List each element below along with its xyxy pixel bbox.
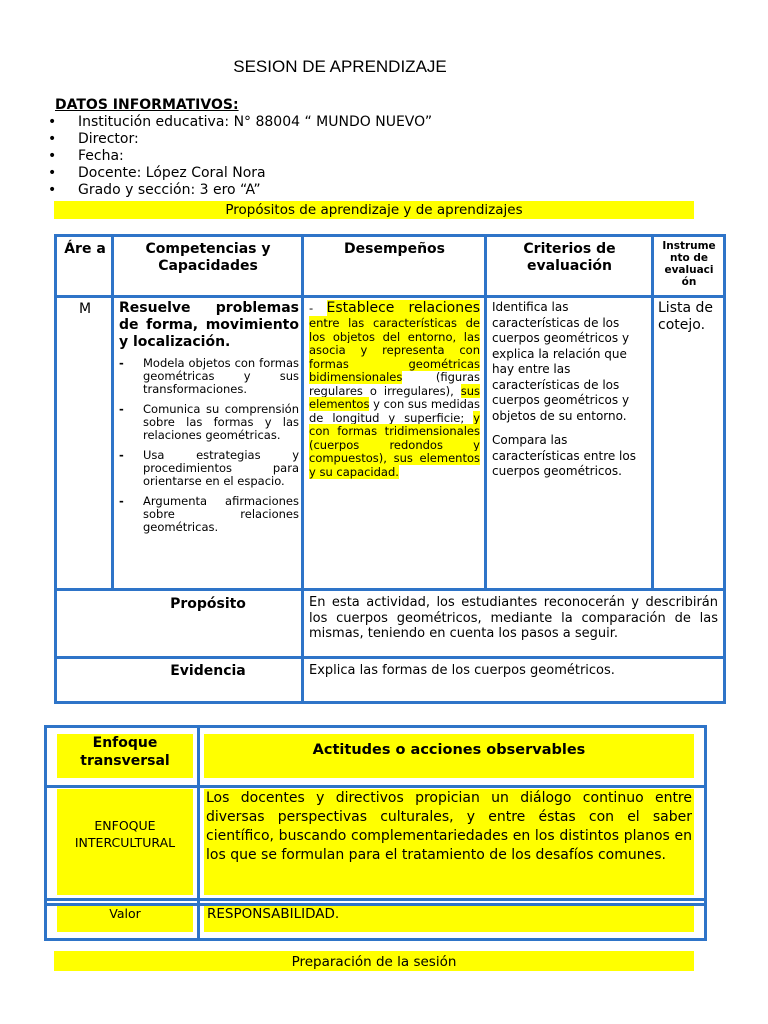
desempeno-highlight: y con formas tridimensionales (cuerpos redondos y compuestos), sus elementos y su capacidad. bbox=[309, 410, 480, 479]
evidencia-text: Explica las formas de los cuerpos geométricos. bbox=[309, 663, 615, 678]
propositos-bar: Propósitos de aprendizaje y de aprendizajes bbox=[54, 201, 694, 219]
list-item: - Comunica su comprensión sobre las formas y las relaciones geométricas. bbox=[119, 403, 299, 442]
enfoque-table bbox=[44, 725, 707, 941]
header-desempenos: Desempeños bbox=[344, 241, 445, 257]
instrumento-value: Lista de cotejo. bbox=[658, 300, 714, 333]
list-item: • Grado y sección: 3 ero “A” bbox=[48, 182, 432, 199]
page-title: SESION DE APRENDIZAJE bbox=[233, 57, 447, 76]
competencia-title: Resuelve problemas de forma, movimiento y localización. bbox=[119, 300, 299, 350]
list-item: - Argumenta afirmaciones sobre relaciones geométricas. bbox=[119, 495, 299, 534]
capacidades-list bbox=[119, 357, 299, 534]
list-item: • Institución educativa: N° 88004 “ MUNDO NUEVO” bbox=[48, 114, 432, 131]
competencia-cell bbox=[119, 300, 299, 541]
valor-label: Valor bbox=[57, 906, 193, 932]
desempeno-highlight: entre las características de los objetos del entorno, las asocia y representa con formas geométricas bidimensionales bbox=[309, 316, 480, 384]
valor-text: RESPONSABILIDAD. bbox=[204, 906, 694, 932]
header-competencias: Competencias y Capacidades bbox=[145, 241, 271, 274]
criterio-text: Compara las características entre los cuerpos geométricos. bbox=[492, 433, 636, 478]
list-item: - Modela objetos con formas geométricas y sus transformaciones. bbox=[119, 357, 299, 396]
header-area: Áre a bbox=[64, 241, 106, 257]
desempeno-text: y con sus medidas de longitud y superficie; bbox=[309, 397, 480, 425]
criterios-cell bbox=[492, 300, 649, 489]
header-enfoque: Enfoque transversal bbox=[57, 734, 193, 778]
desempeno-highlight: sus elementos bbox=[309, 383, 480, 411]
actitud-text: Los docentes y directivos propician un diálogo continuo entre diversas perspectivas culturales, y entre éstas con el saber científico, buscando complementariedades en los distintos planos en los que se formulan para el tratamiento de los desafíos comunes. bbox=[204, 789, 694, 895]
header-criterios: Criterios de evaluación bbox=[523, 241, 616, 274]
desempeno-text: (figuras regulares o irregulares), bbox=[309, 370, 480, 398]
area-value: M bbox=[78, 301, 92, 317]
list-item: - Usa estrategias y procedimientos para orientarse en el espacio. bbox=[119, 449, 299, 488]
desempeno-highlight: Establece relaciones bbox=[326, 300, 481, 316]
criterio-text: Identifica las características de los cuerpos geométricos y explica la relación que hay entre las características de los cuerpos geométricos y objetos de su entorno. bbox=[492, 300, 630, 423]
dash: - bbox=[309, 301, 327, 315]
list-item: • Fecha: bbox=[48, 148, 432, 165]
list-item: • Docente: López Coral Nora bbox=[48, 165, 432, 182]
header-actitudes: Actitudes o acciones observables bbox=[204, 734, 694, 778]
list-item: • Director: bbox=[48, 131, 432, 148]
evidencia-label: Evidencia bbox=[170, 663, 246, 679]
datos-heading: DATOS INFORMATIVOS: bbox=[55, 97, 239, 113]
datos-list bbox=[48, 114, 432, 199]
header-instrumento: Instrume nto de evaluaci ón bbox=[662, 240, 716, 288]
learning-table bbox=[54, 234, 726, 704]
preparacion-bar: Preparación de la sesión bbox=[54, 951, 694, 971]
proposito-text: En esta actividad, los estudiantes reconocerán y describirán los cuerpos geométricos, mediante la comparación de las mismas, teniendo en cuenta los pasos a seguir. bbox=[309, 595, 718, 641]
enfoque-name: ENFOQUE INTERCULTURAL bbox=[57, 789, 193, 895]
desempeno-cell bbox=[309, 300, 480, 479]
proposito-label: Propósito bbox=[170, 596, 246, 612]
